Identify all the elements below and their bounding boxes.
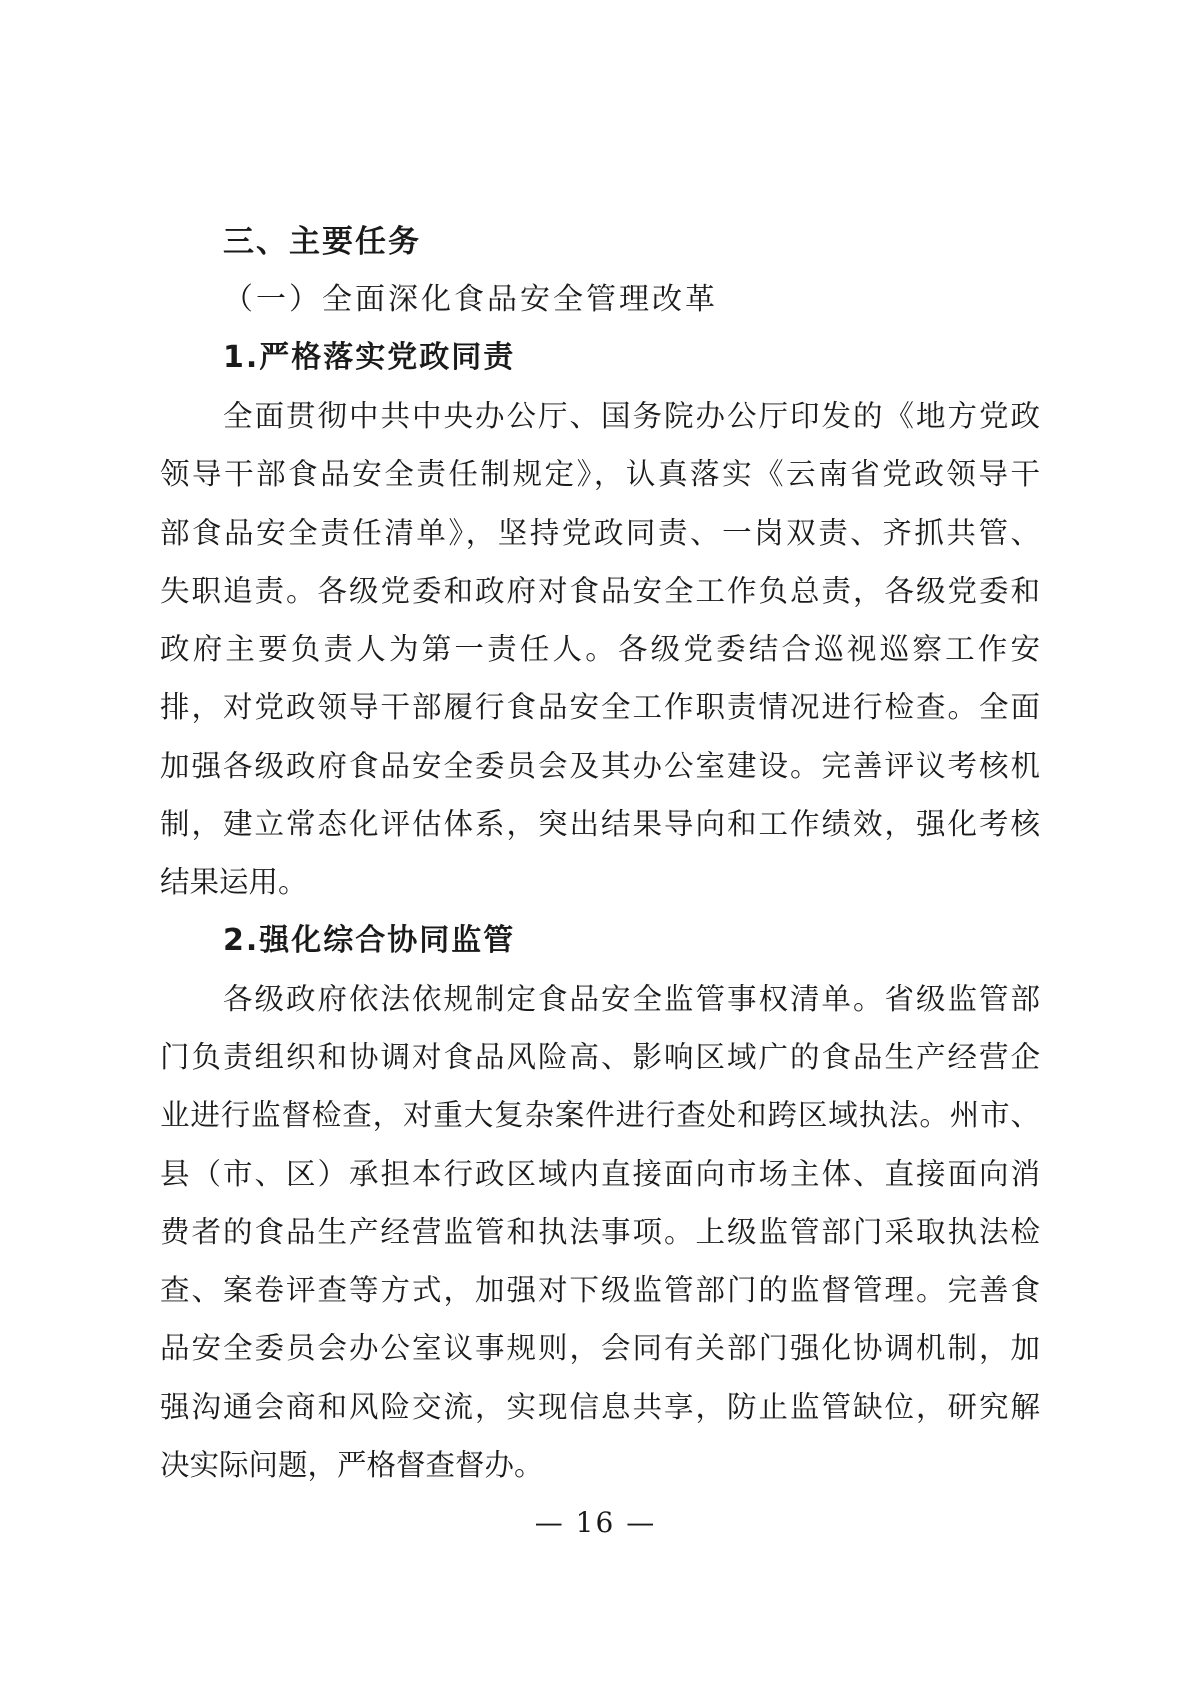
paragraph-line: 业进行监督检查，对重大复杂案件进行查处和跨区域执法。州市、 bbox=[160, 1098, 1040, 1133]
page-content bbox=[160, 213, 1040, 1494]
paragraph-line: 排，对党政领导干部履行食品安全工作职责情况进行检查。全面 bbox=[160, 690, 1040, 725]
page-number: — 16 — bbox=[534, 1506, 657, 1539]
paragraph-line: 全面贯彻中共中央办公厅、国务院办公厅印发的《地方党政 bbox=[223, 399, 1040, 433]
paragraph-line: 部食品安全责任清单》，坚持党政同责、一岗双责、齐抓共管、 bbox=[160, 515, 1040, 550]
section-heading: 三、主要任务 bbox=[223, 224, 421, 260]
paragraph-line: 政府主要负责人为第一责任人。各级党委结合巡视巡察工作安 bbox=[160, 632, 1040, 667]
paragraph-line: 决实际问题，严格督查督办。 bbox=[160, 1448, 544, 1483]
paragraph-line: 强沟通会商和风险交流，实现信息共享，防止监管缺位，研究解 bbox=[160, 1389, 1040, 1424]
paragraph-line: 县（市、区）承担本行政区域内直接面向市场主体、直接面向消 bbox=[160, 1156, 1040, 1191]
item-2-paragraph bbox=[160, 970, 1040, 1495]
item-2-title: 2.强化综合协同监管 bbox=[223, 922, 516, 958]
paragraph-line: 品安全委员会办公室议事规则，会同有关部门强化协调机制，加 bbox=[160, 1331, 1040, 1366]
paragraph-line: 查、案卷评查等方式，加强对下级监管部门的监督管理。完善食 bbox=[160, 1273, 1040, 1308]
item-1-title: 1.严格落实党政同责 bbox=[223, 340, 516, 375]
paragraph-line: 费者的食品生产经营监管和执法事项。上级监管部门采取执法检 bbox=[160, 1214, 1040, 1249]
paragraph-line: 各级政府依法依规制定食品安全监管事权清单。省级监管部 bbox=[223, 981, 1040, 1016]
paragraph-line: 制，建立常态化评估体系，突出结果导向和工作绩效，强化考核 bbox=[160, 807, 1040, 842]
paragraph-line: 加强各级政府食品安全委员会及其办公室建设。完善评议考核机 bbox=[160, 748, 1040, 783]
paragraph-line: 结果运用。 bbox=[160, 865, 308, 900]
paragraph-line: 失职追责。各级党委和政府对食品安全工作负总责，各级党委和 bbox=[160, 573, 1040, 608]
subsection-heading: （一）全面深化食品安全管理改革 bbox=[223, 282, 718, 317]
paragraph-line: 领导干部食品安全责任制规定》，认真落实《云南省党政领导干 bbox=[160, 457, 1040, 492]
paragraph-line: 门负责组织和协调对食品风险高、影响区域广的食品生产经营企 bbox=[160, 1039, 1040, 1074]
item-1-paragraph bbox=[160, 387, 1040, 912]
